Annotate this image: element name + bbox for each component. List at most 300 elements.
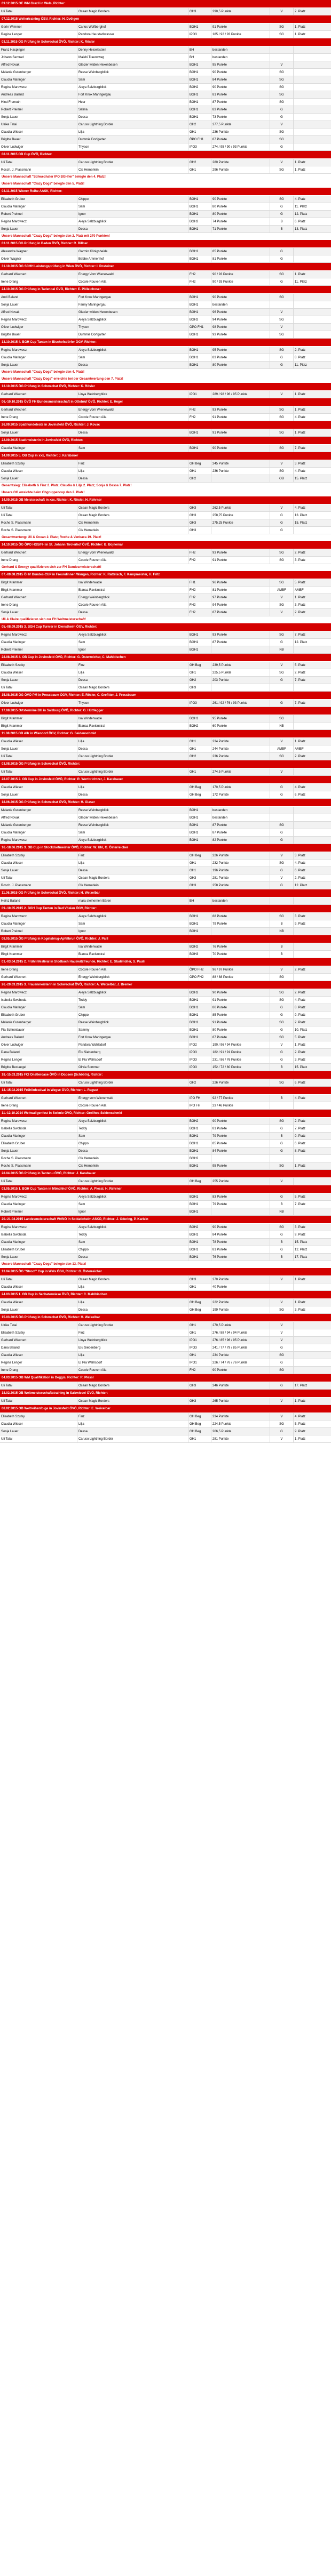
exam-class: FH2: [188, 278, 211, 286]
score: [211, 928, 270, 935]
score: 196 Punkte: [211, 867, 270, 874]
exam-class: BGH2: [188, 723, 211, 730]
handler-name: Uli Tatai: [0, 504, 77, 512]
event-header: 18.-15.03.2015 FCI Onstleroase ÖVÖ in Dopsen (Schöbtn), Richter:: [0, 1071, 331, 1079]
placement: 1. Platz: [295, 596, 306, 599]
table-row: [0, 1367, 331, 1374]
score: 236 Punkte: [211, 753, 270, 760]
grade: V: [270, 852, 294, 860]
handler-name: Elisabeth Szutky: [0, 1329, 77, 1337]
handler-name: Claudia Wieser: [0, 468, 77, 475]
handler-name: Regina Marowecz: [0, 218, 77, 226]
table-row: [0, 1231, 331, 1239]
score: 87 Punkte: [211, 136, 270, 143]
placement: [294, 46, 331, 54]
grade: NB: [270, 723, 294, 730]
score: 275,25 Punkte: [211, 519, 270, 527]
dog-name: Garmin Königsheide: [77, 248, 188, 255]
score: 236 Punkte: [211, 468, 270, 475]
score: 80 Punkte: [211, 362, 270, 369]
table-row: [0, 1012, 331, 1019]
exam-class: GH1: [188, 669, 211, 677]
grade: SG: [270, 1352, 294, 1359]
dog-name: Carlos Wolfberghof: [77, 23, 188, 31]
exam-class: BH: [188, 897, 211, 905]
handler-name: Regina Marowecz: [0, 1118, 77, 1125]
grade: G: [270, 1246, 294, 1254]
dog-name: Cooxle Rouven Aila: [77, 278, 188, 286]
exam-class: BGH1: [188, 837, 211, 844]
placement: [294, 331, 331, 339]
dog-name: Sam: [77, 1239, 188, 1246]
score: 76 Punkte: [211, 943, 270, 951]
handler-name: Claudia Maringer: [0, 1239, 77, 1246]
exam-class: BGH1: [188, 203, 211, 211]
exam-class: BGH1: [188, 69, 211, 76]
handler-name: Alfred Novak: [0, 814, 77, 822]
placement: 1. Platz: [295, 393, 306, 396]
handler-name: Roche S. Plassmann: [0, 1155, 77, 1162]
score: 255 Punkte: [211, 1178, 270, 1185]
placement: 3. Platz: [295, 462, 306, 466]
table-row: [0, 159, 331, 166]
table-row: [0, 677, 331, 684]
table-row: [0, 309, 331, 316]
grade: SG: [270, 631, 294, 639]
exam-class: GH3: [188, 512, 211, 519]
score: 96 Punkte: [211, 579, 270, 587]
score: 95 Punkte: [211, 1162, 270, 1170]
placement: 4. Platz: [295, 470, 306, 473]
dog-name: Hear: [77, 99, 188, 106]
exam-class: GH1: [188, 867, 211, 874]
dog-name: Finz: [77, 1413, 188, 1421]
dog-name: Dessa: [77, 1306, 188, 1314]
dog-name: Dessa: [77, 362, 188, 369]
table-row: [0, 91, 331, 99]
placement: 4. Platz: [295, 1097, 306, 1100]
score: bestanden: [211, 46, 270, 54]
table-row: [0, 1155, 331, 1162]
dog-name: Reese Weinbergblick: [77, 807, 188, 814]
table-row: [0, 1102, 331, 1110]
handler-name: Regina Lenger: [0, 31, 77, 38]
dog-name: Ocean Magic Borders: [77, 1276, 188, 1283]
table-row: [0, 1041, 331, 1049]
table-row: [0, 1224, 331, 1231]
handler-name: Sonja Lauer: [0, 677, 77, 684]
placement: [294, 814, 331, 822]
grade: [270, 897, 294, 905]
table-row: [0, 84, 331, 91]
dog-name: Sam: [77, 445, 188, 452]
exam-class: BGH1: [188, 1246, 211, 1254]
table-row: [0, 445, 331, 452]
placement: 12. Platz: [295, 641, 308, 644]
grade: SG: [270, 414, 294, 421]
table-row: [0, 557, 331, 564]
exam-class: GH Beg: [188, 1428, 211, 1435]
handler-name: Uli Tatai: [0, 1398, 77, 1405]
dog-name: Dessa: [77, 475, 188, 483]
grade: G: [270, 1428, 294, 1435]
score: 95 Punkte: [211, 61, 270, 69]
score: 82 Punkte: [211, 837, 270, 844]
table-row: [0, 46, 331, 54]
table-row: [0, 1034, 331, 1041]
exam-class: GH1: [188, 745, 211, 753]
dog-name: Dummie Dorfgarten: [77, 136, 188, 143]
score: 90 Punkte: [211, 69, 270, 76]
score: 93 Punkte: [211, 631, 270, 639]
grade: V: [270, 1276, 294, 1283]
dog-name: Ignor: [77, 928, 188, 935]
table-row: [0, 1162, 331, 1170]
table-row: [0, 860, 331, 867]
grade: G: [270, 677, 294, 684]
score: 60 Punkte: [211, 723, 270, 730]
dog-name: Dessa: [77, 1428, 188, 1435]
score: 265 Punkte: [211, 1398, 270, 1405]
dog-name: Aleya Salzburgblick: [77, 218, 188, 226]
grade: [270, 301, 294, 309]
score: 203 Punkte: [211, 677, 270, 684]
exam-class: BGH1: [188, 807, 211, 814]
score: 90 Punkte: [211, 1224, 270, 1231]
handler-name: Roche S. Plassmann: [0, 519, 77, 527]
score: 245 Punkte: [211, 460, 270, 468]
placement: [294, 943, 331, 951]
grade: G: [270, 1193, 294, 1201]
event-header: 13.10.2015 ÖG Prüfung in Schwechat ÖVÖ, Richter: K. Rösler: [0, 383, 331, 391]
exam-class: BGH3: [188, 951, 211, 958]
exam-class: GH1: [188, 1352, 211, 1359]
exam-class: IPO1: [188, 391, 211, 398]
team-result-note: Gerhard & Energy qualifizieren sich zur FH Bundesmeisterschaft!: [0, 564, 331, 571]
exam-class: BGH1: [188, 347, 211, 354]
event-header: 09.12.2015 OE WM Grazll in Wels, Richter:: [0, 0, 331, 8]
dog-name: Dessa: [77, 609, 188, 616]
dog-name: Bianca Ravisnstral: [77, 587, 188, 594]
table-row: [0, 684, 331, 692]
table-row: [0, 1276, 331, 1283]
exam-class: BGH1: [188, 354, 211, 362]
placement: [294, 69, 331, 76]
placement: [294, 928, 331, 935]
event-header: 20.-21.04.2015 Landesmeisterschaft Wr/NÖ in Soldaticheim ASKÖ, Richter: J. Odering, P. Karlein: [0, 1216, 331, 1224]
exam-class: FH2: [188, 594, 211, 601]
exam-class: BGH1: [188, 997, 211, 1004]
table-row: [0, 897, 331, 905]
score: 170,5 Punkte: [211, 784, 270, 791]
handler-name: Claudia Maringer: [0, 639, 77, 646]
exam-class: BGH1: [188, 301, 211, 309]
table-row: [0, 429, 331, 437]
table-row: [0, 829, 331, 837]
dog-name: Aleya Salzburgblick: [77, 837, 188, 844]
exam-class: BGH1: [188, 822, 211, 829]
table-row: [0, 669, 331, 677]
event-header: 22.09.2015 Stadtmeisterin in Jovinsfeld ÖVÖ, Richter:: [0, 437, 331, 445]
handler-name: Robert Preimel: [0, 1208, 77, 1216]
event-header: 28.08.2015 4. OB Cup in Jovinsfeld ÖVÖ, Richter: G. Österreicher, C. Mahlbischen: [0, 654, 331, 662]
exam-class: BGH1: [188, 226, 211, 233]
grade: G: [270, 106, 294, 114]
score: 94 Punkte: [211, 601, 270, 609]
exam-class: FH2: [188, 601, 211, 609]
grade: V: [270, 121, 294, 129]
grade: SG: [270, 1118, 294, 1125]
exam-class: IPO3: [188, 1049, 211, 1056]
score: 70 Punkte: [211, 951, 270, 958]
dog-name: Aleya Salzburgblick: [77, 989, 188, 997]
exam-class: BGH1: [188, 331, 211, 339]
handler-name: Regina Marowecz: [0, 84, 77, 91]
score: 81 Punkte: [211, 91, 270, 99]
placement: 3. Platz: [295, 854, 306, 857]
result-table: [0, 8, 331, 15]
exam-class: BGH1: [188, 429, 211, 437]
table-row: [0, 1398, 331, 1405]
score: 76 Punkte: [211, 1254, 270, 1261]
exam-class: ÖPO FH1: [188, 324, 211, 331]
grade: G: [270, 255, 294, 263]
placement: [294, 136, 331, 143]
table-row: [0, 121, 331, 129]
handler-name: Irene Drang: [0, 278, 77, 286]
exam-class: BGH1: [188, 91, 211, 99]
handler-name: Pia Schneidauer: [0, 1026, 77, 1034]
grade: V: [270, 309, 294, 316]
handler-name: Uli Tatai: [0, 684, 77, 692]
placement: 8. Platz: [295, 1006, 306, 1009]
placement: 5. Platz: [295, 664, 306, 667]
table-row: [0, 715, 331, 723]
placement: [294, 76, 331, 84]
handler-name: Melanie Gutenberger: [0, 807, 77, 814]
score: 90 Punkte: [211, 1118, 270, 1125]
handler-name: Uli Tatai: [0, 159, 77, 166]
score: 258,75 Punkte: [211, 512, 270, 519]
grade: NB: [270, 646, 294, 654]
table-row: [0, 76, 331, 84]
score: 296 Punkte: [211, 166, 270, 174]
grade: G: [270, 211, 294, 218]
handler-name: Regina Marowecz: [0, 989, 77, 997]
grade: V: [270, 1299, 294, 1306]
grade: V: [270, 324, 294, 331]
table-row: [0, 475, 331, 483]
event-header: 18.06.2015 ÖG Prüfung in Schwechat ÖVÖ, Richter: H. Glaser: [0, 799, 331, 807]
exam-class: IPO FH: [188, 1102, 211, 1110]
table-row: [0, 867, 331, 874]
grade: G: [270, 1231, 294, 1239]
grade: V: [270, 1435, 294, 1443]
score: 90 / 93 Punkte: [211, 271, 270, 278]
table-row: [0, 631, 331, 639]
score: 199 Punkte: [211, 1306, 270, 1314]
table-row: [0, 271, 331, 278]
placement: AMBF: [295, 589, 304, 592]
score: 246 Punkte: [211, 1382, 270, 1390]
grade: SG: [270, 91, 294, 99]
placement: 1. Platz: [295, 1438, 306, 1441]
result-table: [0, 631, 331, 654]
dog-name: El Pia Wahlsdorf: [77, 1359, 188, 1367]
dog-name: Glacier wilden Hexenbesen: [77, 814, 188, 822]
grade: V: [270, 504, 294, 512]
score: 280 Punkte: [211, 159, 270, 166]
exam-class: GH1: [188, 468, 211, 475]
table-row: [0, 1359, 331, 1367]
event-header: 24.10.2015 ÖG Prüfung in Tadenbal ÖVÖ, Richter: E. Pölleichoser: [0, 286, 331, 294]
exam-class: IPO2: [188, 1041, 211, 1049]
exam-class: FH2: [188, 414, 211, 421]
placement: 8. Platz: [295, 1150, 306, 1153]
placement: [294, 99, 331, 106]
exam-class: IPO3: [188, 143, 211, 151]
exam-class: BGH1: [188, 1147, 211, 1155]
grade: V: [270, 8, 294, 15]
dog-name: Chippo: [77, 196, 188, 203]
result-table: [0, 768, 331, 776]
score: 83 Punkte: [211, 106, 270, 114]
placement: 3. Platz: [295, 915, 306, 918]
placement: 11. Platz: [295, 205, 307, 208]
placement: [294, 715, 331, 723]
dog-name: Dummie Dorfgarten: [77, 331, 188, 339]
score: 206,5 Punkte: [211, 1428, 270, 1435]
handler-name: Claudia Wieser: [0, 669, 77, 677]
handler-name: Elisabeth Gruber: [0, 1246, 77, 1254]
dog-name: Ocean Magic Borders: [77, 512, 188, 519]
result-table: [0, 406, 331, 421]
grade: SG: [270, 316, 294, 324]
grade: G: [270, 1004, 294, 1012]
placement: [294, 1367, 331, 1374]
placement: 13. Platz: [295, 514, 308, 517]
exam-class: GH3: [188, 527, 211, 534]
dog-name: Aleya Salzburgblick: [77, 1118, 188, 1125]
score: 277,5 Punkte: [211, 121, 270, 129]
grade: SG: [270, 69, 294, 76]
score: 91 Punkte: [211, 997, 270, 1004]
table-row: [0, 807, 331, 814]
score: bestanden: [211, 897, 270, 905]
exam-class: BGH1: [188, 1254, 211, 1261]
score: 87 Punkte: [211, 639, 270, 646]
dog-name: Lilja: [77, 1283, 188, 1291]
dog-name: Linya Weinbergblick: [77, 391, 188, 398]
table-row: [0, 324, 331, 331]
handler-name: Melanie Gutenberger: [0, 822, 77, 829]
score: 80 Punkte: [211, 203, 270, 211]
placement: 12. Platz: [295, 884, 308, 887]
table-row: [0, 646, 331, 654]
grade: B: [270, 1095, 294, 1102]
grade: [270, 1283, 294, 1291]
score: [211, 475, 270, 483]
result-table: [0, 460, 331, 483]
event-header: 01.-03.04.2015 2. Frühlinfestival in Stodbach Hauswitzfreunde, Richter: E. Stadimüller, S. Pauli: [0, 958, 331, 966]
event-header: 08.02.2015 OB Weltreihenfolge in Jovinsfeld ÖVÖ, Richter: E. Weixelbar: [0, 1405, 331, 1413]
table-row: [0, 1064, 331, 1071]
exam-class: BGH1: [188, 913, 211, 920]
grade: SG: [270, 331, 294, 339]
handler-name: Elisabeth Gruber: [0, 1012, 77, 1019]
event-header: 07.-09.08.2015 ÖHV Bundes-CUP in Freundinnen Wangen, Richter: K. Rattelsch, F. Kampmeister, H. Fritz: [0, 571, 331, 579]
placement: [294, 768, 331, 776]
grade: SG: [270, 1019, 294, 1026]
grade: G: [270, 1026, 294, 1034]
grade: V: [270, 159, 294, 166]
handler-name: Roche S. Plassmann: [0, 1162, 77, 1170]
result-table: [0, 579, 331, 616]
score: 79 Punkte: [211, 1201, 270, 1208]
grade: V: [270, 1398, 294, 1405]
dog-name: Dessa: [77, 429, 188, 437]
placement: [294, 646, 331, 654]
exam-class: GH1: [188, 1283, 211, 1291]
result-table: [0, 1276, 331, 1291]
dog-name: Salma: [77, 106, 188, 114]
result-table: [0, 23, 331, 38]
placement: [294, 684, 331, 692]
table-row: [0, 362, 331, 369]
table-row: [0, 920, 331, 928]
table-row: [0, 460, 331, 468]
score: [211, 1155, 270, 1162]
dog-name: Isa Winderwacle: [77, 715, 188, 723]
dog-name: Cooxle Rouven Aila: [77, 557, 188, 564]
exam-class: GH Beg: [188, 662, 211, 669]
event-header: 26.-29.03.2015 3. Frauenmeisterin in Schwechat ÖVÖ, Richter: A. Weixelbar, J. Bremer: [0, 981, 331, 989]
grade: B: [270, 920, 294, 928]
table-row: [0, 966, 331, 974]
table-row: [0, 913, 331, 920]
grade: OB: [270, 475, 294, 483]
handler-name: Claudia Maringer: [0, 920, 77, 928]
placement: 7. Platz: [295, 1203, 306, 1206]
dog-name: Bebbe Ammenhof: [77, 255, 188, 263]
placement: 8. Platz: [295, 356, 306, 359]
grade: V: [270, 874, 294, 882]
score: 84 Punkte: [211, 1147, 270, 1155]
placement: 2. Platz: [295, 671, 306, 675]
table-row: [0, 601, 331, 609]
handler-name: Sonja Lauer: [0, 745, 77, 753]
handler-name: Claudia Wieser: [0, 1421, 77, 1428]
score: 290,5 Punkte: [211, 8, 270, 15]
event-header: 16.-18.06.2015 3. OB Cup in Stockdorfmeister ÖVÖ, Richter: W. Uhl, G. Österreicher: [0, 844, 331, 852]
handler-name: Birgit Krammer: [0, 943, 77, 951]
grade: G: [270, 882, 294, 889]
exam-class: GH3: [188, 1276, 211, 1283]
placement: [294, 91, 331, 99]
placement: 9. Platz: [295, 1233, 306, 1237]
placement: 11. Platz: [295, 280, 307, 284]
result-table: [0, 1299, 331, 1314]
placement: [294, 143, 331, 151]
handler-name: Sonja Lauer: [0, 791, 77, 799]
dog-name: Cooxle Rouven Aila: [77, 414, 188, 421]
table-row: [0, 989, 331, 997]
placement: [294, 1329, 331, 1337]
exam-class: GH3: [188, 1382, 211, 1390]
table-row: [0, 723, 331, 730]
table-row: [0, 211, 331, 218]
score: 93 Punkte: [211, 331, 270, 339]
